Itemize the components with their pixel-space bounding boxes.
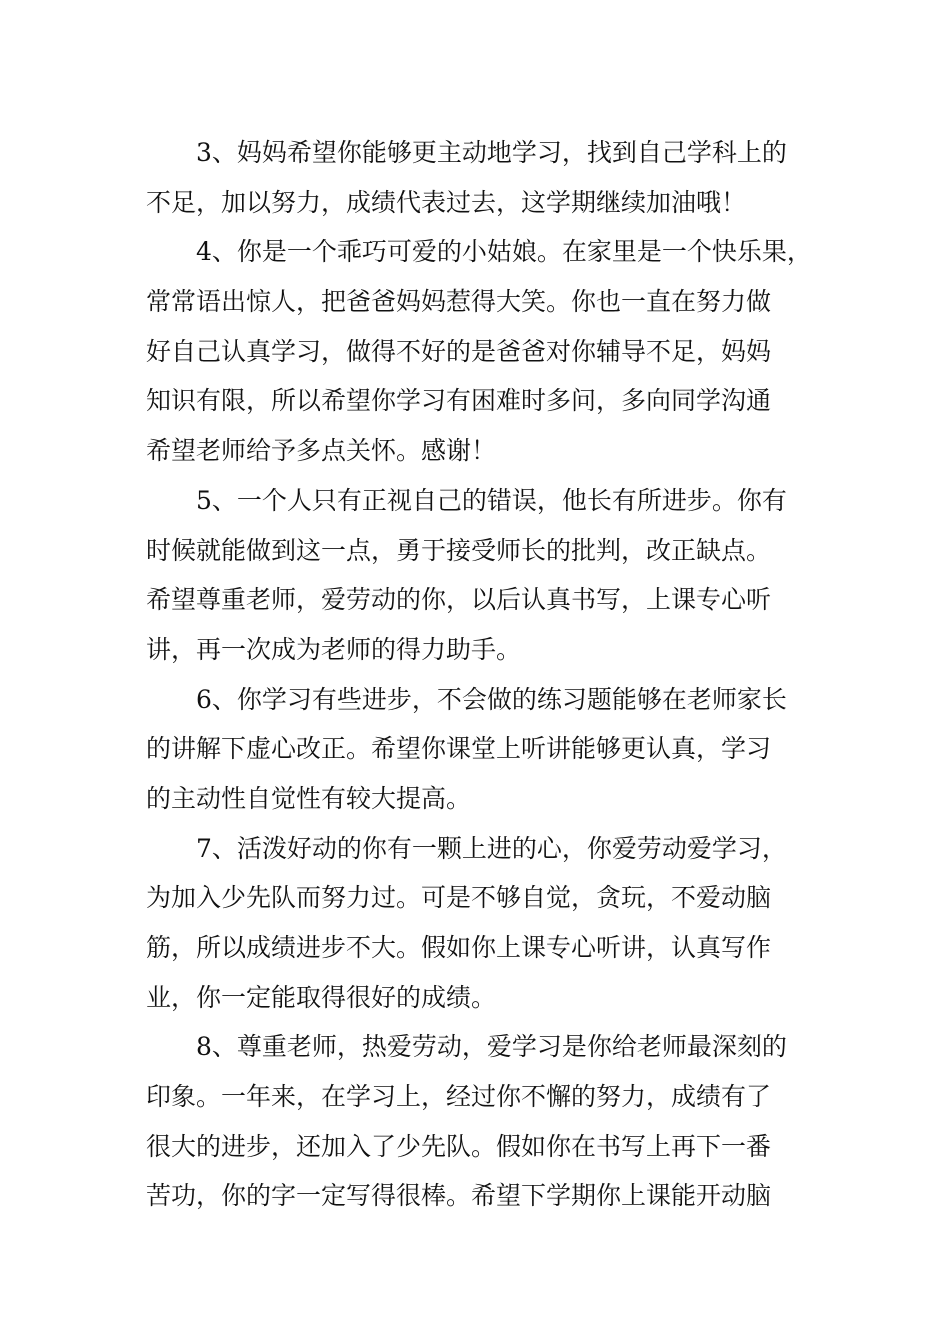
text-line: 时候就能做到这一点，勇于接受师长的批判，改正缺点。 [146, 535, 772, 565]
text-line: 常常语出惊人，把爸爸妈妈惹得大笑。你也一直在努力做 [146, 287, 772, 317]
paragraph [146, 227, 836, 475]
text-line: 讲，再一次成为老师的得力助手。 [146, 634, 522, 664]
document-body [146, 128, 836, 1221]
text-line: 的主动性自觉性有较大提高。 [146, 783, 472, 813]
paragraph [146, 1022, 836, 1221]
text-line: 希望尊重老师，爱劳动的你，以后认真书写，上课专心听 [146, 585, 772, 615]
paragraph [146, 476, 836, 675]
text-line: 5、一个人只有正视自己的错误，他长有所进步。你有 [196, 485, 787, 515]
text-line: 6、你学习有些进步，不会做的练习题能够在老师家长 [196, 684, 787, 714]
text-line: 的讲解下虚心改正。希望你课堂上听讲能够更认真，学习 [146, 734, 772, 764]
text-line: 知识有限，所以希望你学习有困难时多问，多向同学沟通 [146, 386, 772, 416]
text-line: 很大的进步，还加入了少先队。假如你在书写上再下一番 [146, 1131, 772, 1161]
text-line: 苦功，你的字一定写得很棒。希望下学期你上课能开动脑 [146, 1181, 772, 1211]
text-line: 为加入少先队而努力过。可是不够自觉，贪玩，不爱动脑 [146, 883, 772, 913]
text-line: 7、活泼好动的你有一颗上进的心，你爱劳动爱学习， [196, 833, 787, 863]
text-line: 3、妈妈希望你能够更主动地学习，找到自己学科上的 [196, 138, 787, 167]
paragraph [146, 675, 836, 824]
text-line: 业，你一定能取得很好的成绩。 [146, 982, 497, 1012]
text-line: 4、你是一个乖巧可爱的小姑娘。在家里是一个快乐果， [196, 237, 812, 267]
text-line: 希望老师给予多点关怀。感谢！ [146, 436, 497, 466]
text-line: 好自己认真学习，做得不好的是爸爸对你辅导不足，妈妈 [146, 336, 772, 366]
paragraph [146, 824, 836, 1023]
text-line: 不足，加以努力，成绩代表过去，这学期继续加油哦！ [146, 187, 747, 217]
text-line: 8、尊重老师，热爱劳动，爱学习是你给老师最深刻的 [196, 1032, 787, 1062]
paragraph [146, 128, 836, 227]
text-line: 印象。一年来，在学习上，经过你不懈的努力，成绩有了 [146, 1082, 772, 1112]
text-line: 筋，所以成绩进步不大。假如你上课专心听讲，认真写作 [146, 933, 772, 962]
